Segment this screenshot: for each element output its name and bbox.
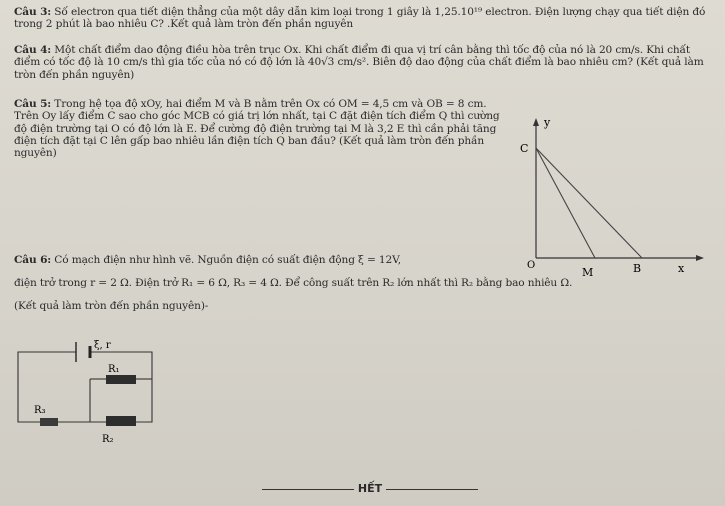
source-label: ξ, r <box>94 340 111 351</box>
x-axis-arrow <box>696 255 704 261</box>
question-4 <box>14 44 714 81</box>
question-4-label: Câu 4: <box>14 44 52 56</box>
question-5-figure <box>518 110 708 280</box>
question-3-label: Câu 3: <box>14 6 52 18</box>
footer-text: HẾT <box>357 482 383 495</box>
question-6-line-1: Có mạch điện như hình vẽ. Nguồn điện có suất điện động ξ = 12V, <box>54 254 401 266</box>
question-6-label: Câu 6: <box>14 254 52 266</box>
r3-label: R₃ <box>34 405 46 416</box>
question-5-label: Câu 5: <box>14 98 52 110</box>
footer-line-right <box>386 489 478 490</box>
footer-line-left <box>262 489 354 490</box>
segment-cb <box>536 148 642 258</box>
resistor-r2 <box>106 416 136 426</box>
question-6-line-3: (Kết quả làm tròn đến phần nguyên)- <box>14 300 209 312</box>
resistor-r3 <box>40 418 58 426</box>
question-3 <box>14 6 714 31</box>
label-y: y <box>544 116 551 129</box>
end-marker <box>230 482 510 495</box>
y-axis-arrow <box>533 118 539 126</box>
question-3-text: Số electron qua tiết diện thẳng của một dây dẫn kim loại trong 1 giây là 1,25.10¹⁹ electron. Điện lượng chạy qua tiết diện đó trong 2 phút là bao nhiêu C? .Kết quả làm tròn đến phần nguyên <box>14 6 706 31</box>
segment-cm <box>536 148 595 258</box>
label-x: x <box>678 262 685 275</box>
label-b: B <box>633 262 642 275</box>
question-6-line-2: điện trở trong r = 2 Ω. Điện trở R₁ = 6 Ω, R₃ = 4 Ω. Để công suất trên R₂ lớn nhất thì R₂ bằng bao nhiêu Ω. <box>14 277 573 289</box>
circuit-diagram <box>14 335 164 465</box>
question-6 <box>14 254 504 266</box>
question-4-text: Một chất điểm dao động điều hòa trên trục Ox. Khi chất điểm đi qua vị trí cân bằng thì tốc độ của nó là 20 cm/s. Khi chất điểm có tốc độ là 10 cm/s thì gia tốc của nó có độ lớn là 40√3 cm/s². Biên độ dao động của chất điểm là bao nhiêu cm? (Kết quả làm tròn đến phần nguyên) <box>14 44 704 81</box>
label-m: M <box>582 266 594 279</box>
label-o: O <box>527 260 536 271</box>
r2-label: R₂ <box>102 434 114 445</box>
question-5 <box>14 98 509 159</box>
r1-label: R₁ <box>108 364 120 375</box>
resistor-r1 <box>106 375 136 384</box>
question-5-text: Trong hệ tọa độ xOy, hai điểm M và B nằm trên Ox có OM = 4,5 cm và OB = 8 cm. Trên Oy lấy điểm C sao cho góc MCB có giá trị lớn nhất, tại C đặt điện tích điểm Q thì cường độ điện trường tại O có độ lớn là E. Để cường độ điện trường tại M là 3,2 E thì cần phải tăng điện tích đặt tại C lên gấp bao nhiêu lần điện tích Q ban đầu? (Kết quả làm tròn đến phần nguyên) <box>14 98 500 160</box>
label-c: C <box>520 142 529 155</box>
